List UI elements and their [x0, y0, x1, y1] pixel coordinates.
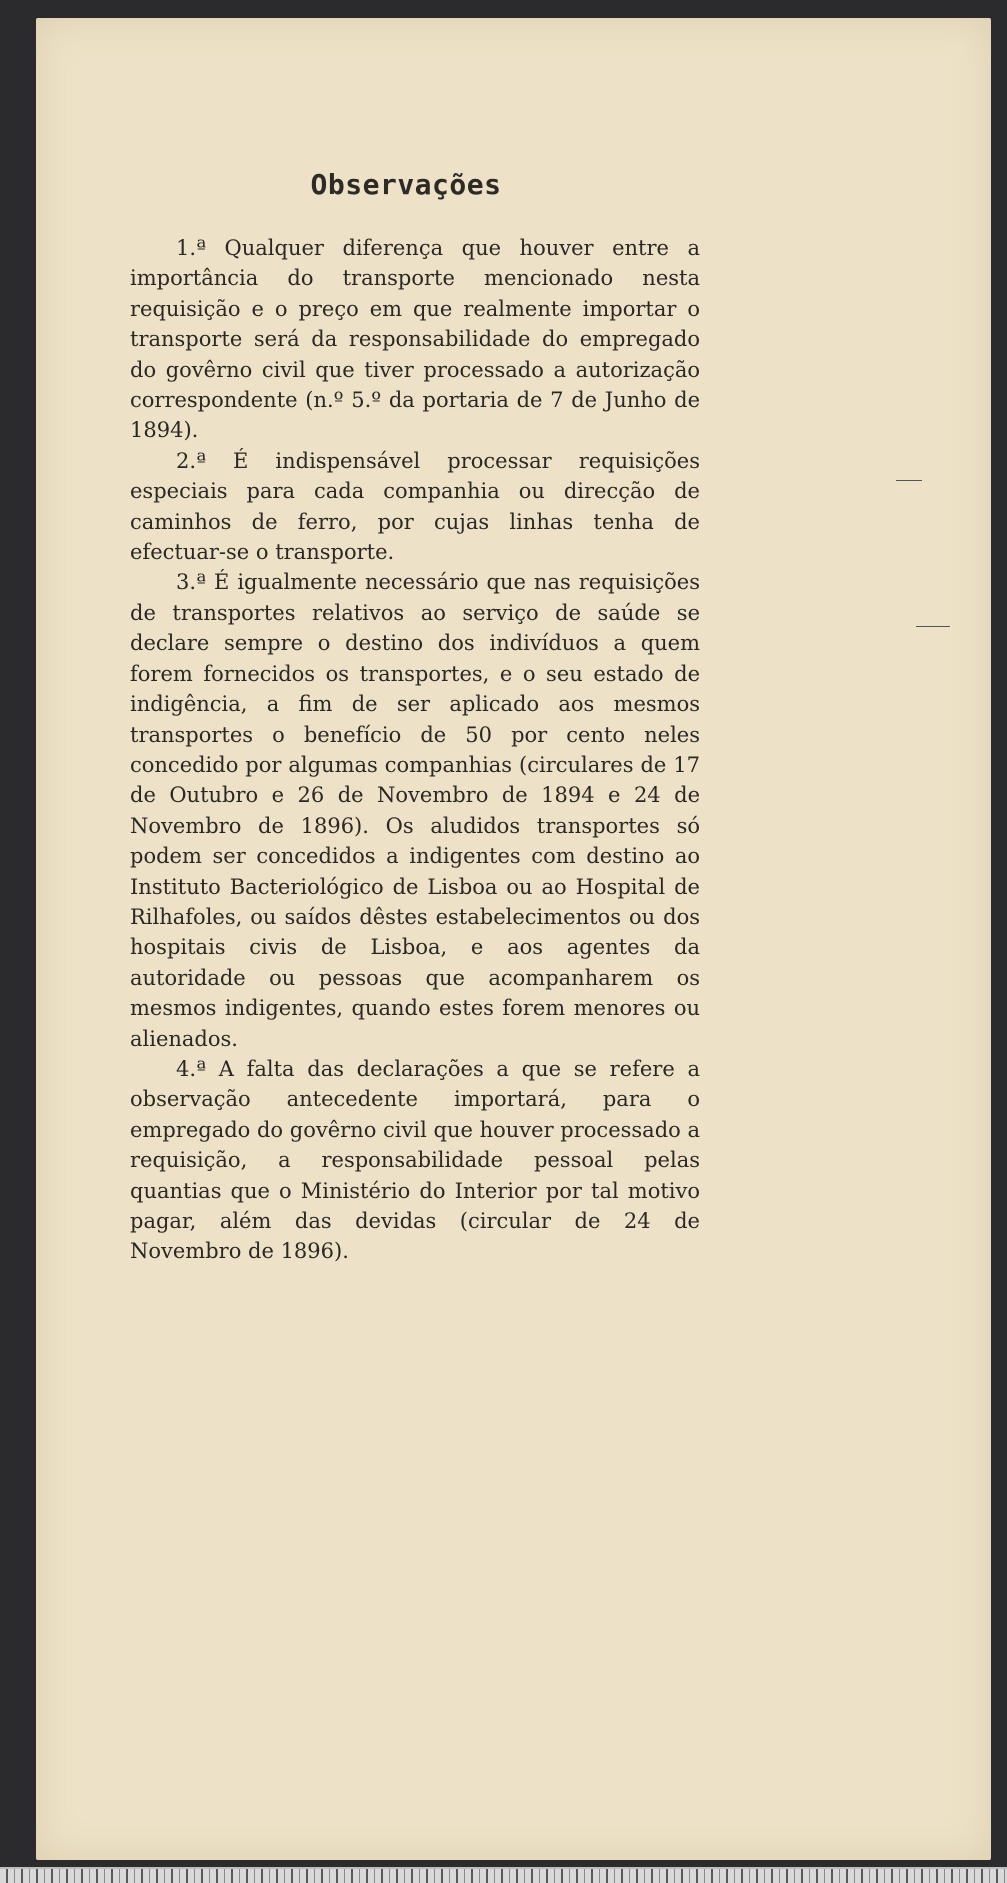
- observations-text: [130, 233, 700, 1267]
- observation-3: 3.ª É igualmente necessário que nas requisições de transportes relativos ao serviço de saúde se declare sempre o destino dos indivíduos a quem forem fornecidos os transportes, e o seu estado de indigência, a fim de ser aplicado aos mesmos transportes o benefício de 50 por cento neles concedido por algumas companhias (circulares de 17 de Outubro e 26 de Novembro de 1894 e 24 de Novembro de 1896). Os aludidos transportes só podem ser concedidos a indigentes com destino ao Instituto Bacteriológico de Lisboa ou ao Hospital de Rilhafoles, ou saídos dêstes estabelecimentos ou dos hospitais civis de Lisboa, e aos agentes da autoridade ou pessoas que acompanharem os mesmos indigentes, quando estes forem menores ou alienados.: [130, 570, 700, 1051]
- margin-mark: [896, 480, 922, 481]
- margin-mark: [916, 626, 950, 627]
- observation-4: 4.ª A falta das declarações a que se refere a observação antecedente importará, para o empregado do govêrno civil que houver processado a requisição, a responsabilidade pessoal pelas quantias que o Ministério do Interior por tal motivo pagar, além das devidas (circular de 24 de Novembro de 1896).: [130, 1056, 700, 1264]
- scan-ruler: [0, 1867, 1007, 1883]
- paper-sheet: [36, 18, 991, 1860]
- observation-2: 2.ª É indispensável processar requisições especiais para cada companhia ou direcção de caminhos de ferro, por cujas linhas tenha de efectuar-se o transporte.: [130, 448, 700, 565]
- observation-1: 1.ª Qualquer diferença que houver entre a importância do transporte mencionado nesta requisição e o preço em que realmente importar o transporte será da responsabilidade do empregado do govêrno civil que tiver processado a autorização correspondente (n.º 5.º da portaria de 7 de Junho de 1894).: [130, 236, 700, 443]
- document-title: Observações: [310, 168, 502, 201]
